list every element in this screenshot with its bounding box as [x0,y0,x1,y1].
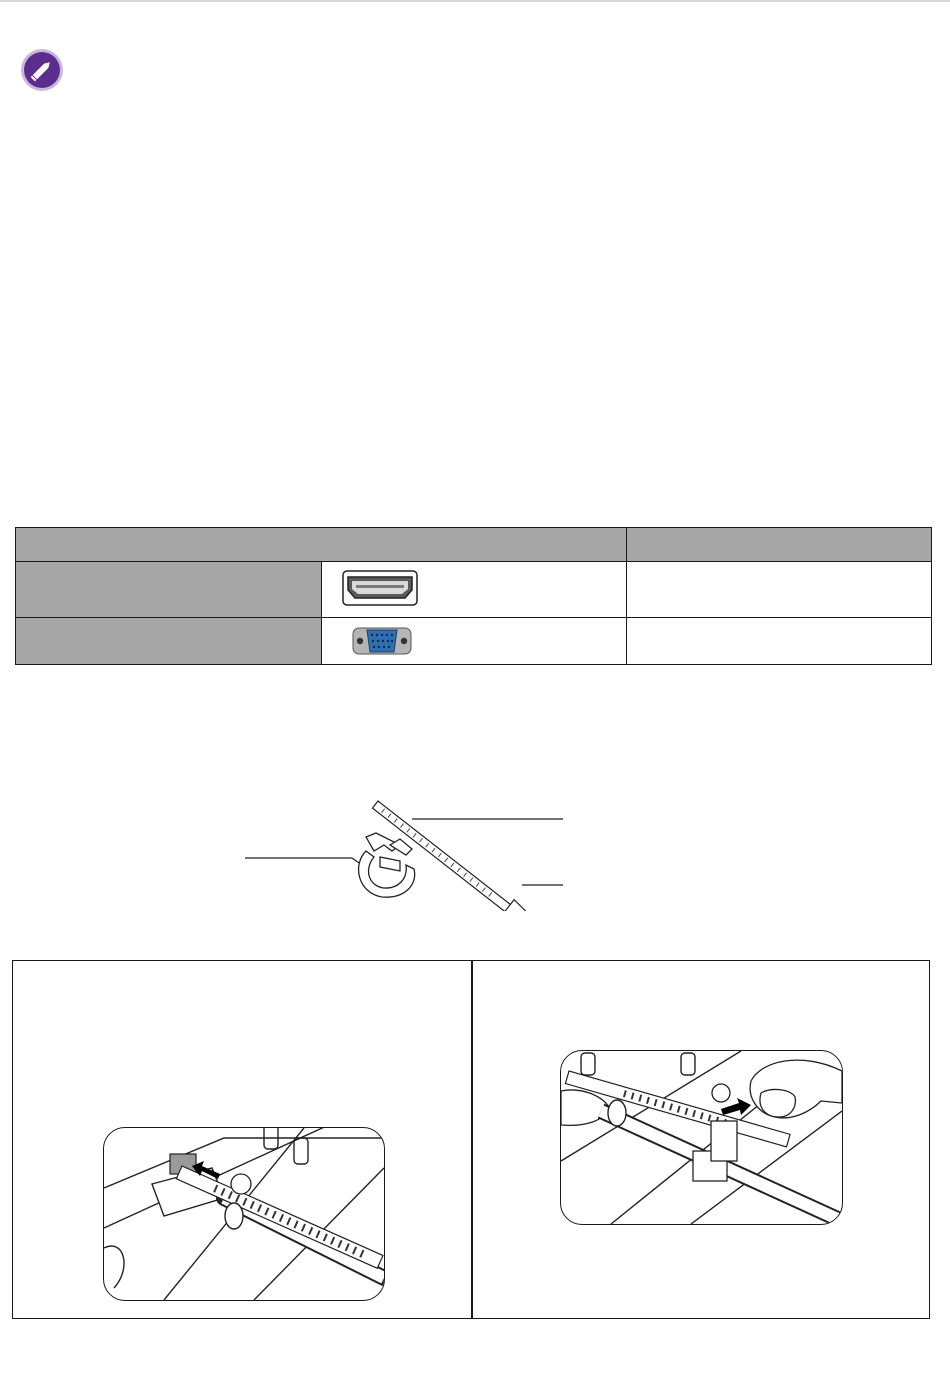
table-header-cell [627,528,931,561]
page-top-rule [0,0,950,2]
step-1-illustration [103,1127,385,1301]
vga-port-icon [352,624,412,658]
table-header-cell [16,528,626,561]
hdmi-port-icon [342,570,418,606]
signal-port-table [15,527,932,665]
pencil-note-icon [20,48,64,92]
installation-steps [12,960,930,1319]
table-row-label [16,618,321,664]
table-row-label [16,561,321,617]
step-2-illustration [560,1050,843,1225]
cable-clamp-figure [240,793,570,911]
